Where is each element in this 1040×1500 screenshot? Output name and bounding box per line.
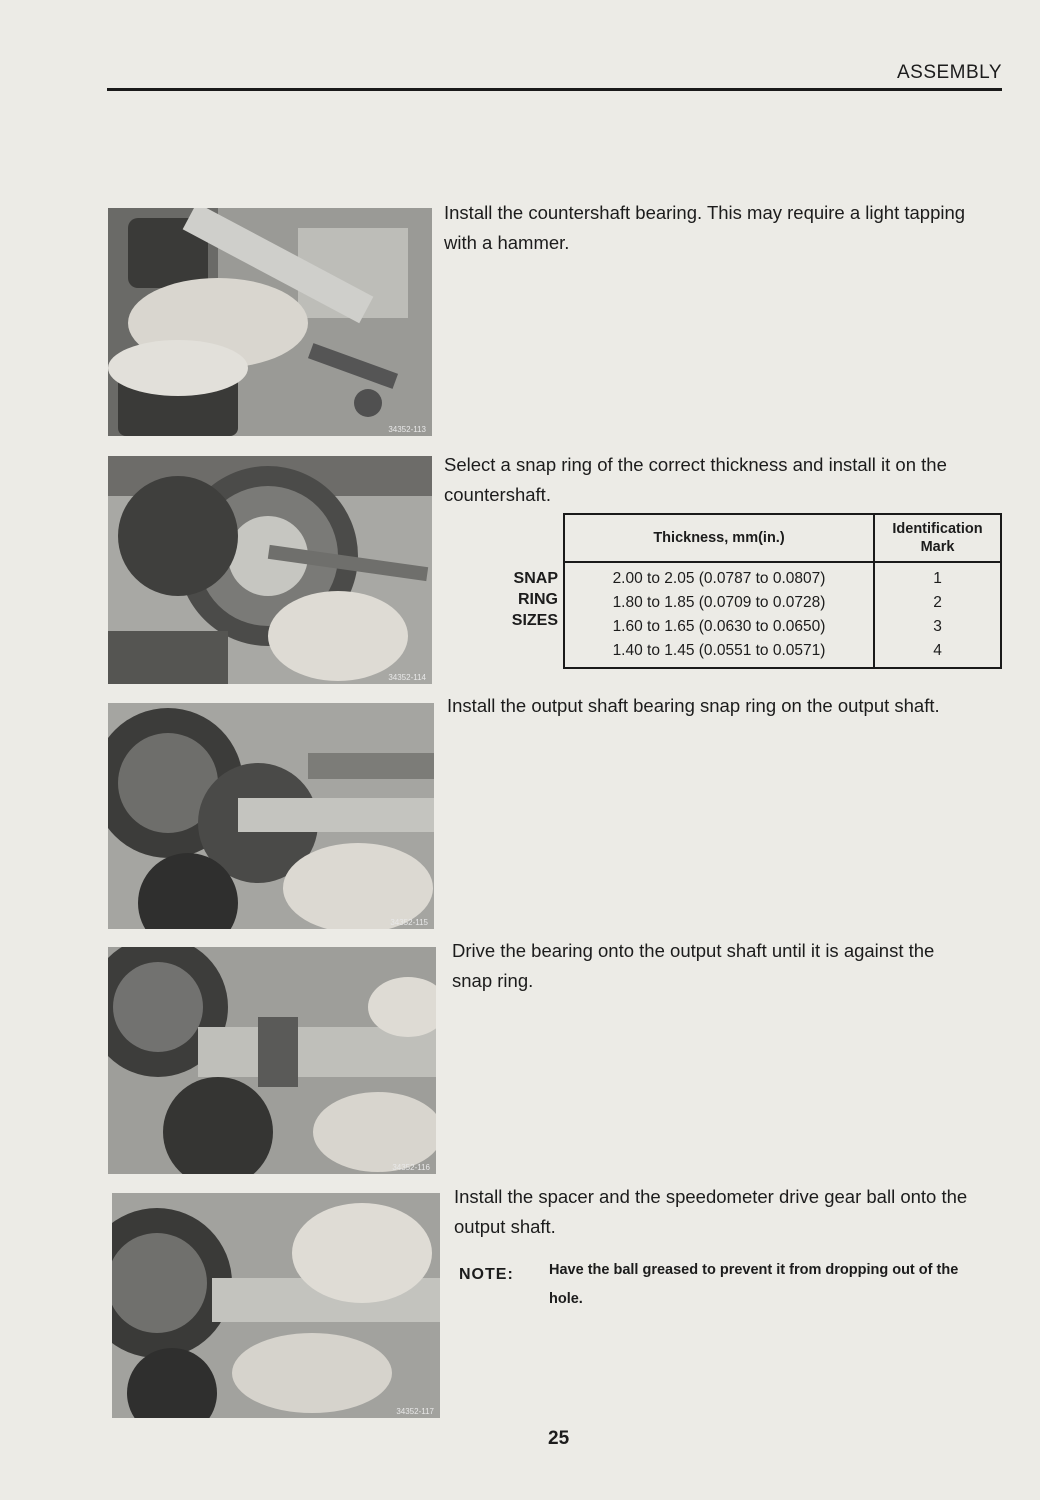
thickness-cell: 1.40 to 1.45 (0.0551 to 0.0571) xyxy=(612,642,826,659)
mark-column xyxy=(874,562,1001,668)
figure-number: 34352-115 xyxy=(390,918,428,927)
step-4-text: Drive the bearing onto the output shaft until it is against the snap ring. xyxy=(452,940,935,991)
figure-number: 34352-117 xyxy=(396,1407,434,1416)
step-3-text: Install the output shaft bearing snap ring on the output shaft. xyxy=(447,695,940,716)
figure-number: 34352-116 xyxy=(392,1163,430,1172)
note-text: Have the ball greased to prevent it from dropping out of the hole. xyxy=(549,1262,959,1307)
snap-ring-table xyxy=(563,513,1002,669)
mark-cell: 3 xyxy=(933,618,942,635)
photo-countershaft-snap-ring xyxy=(108,456,432,684)
thickness-cell: 2.00 to 2.05 (0.0787 to 0.0807) xyxy=(612,570,826,587)
thickness-cell: 1.60 to 1.65 (0.0630 to 0.0650) xyxy=(612,618,826,635)
header-thickness: Thickness, mm(in.) xyxy=(564,514,874,562)
step-5-text: Install the spacer and the speedometer drive gear ball onto the output shaft. xyxy=(454,1186,968,1237)
snap-ring-sizes-label: SNAP RING SIZES xyxy=(511,570,558,629)
thickness-cell: 1.80 to 1.85 (0.0709 to 0.0728) xyxy=(612,594,826,611)
header-rule xyxy=(107,88,1002,91)
photo-countershaft-bearing xyxy=(108,208,432,436)
figure-number: 34352-114 xyxy=(388,673,426,682)
note-label: NOTE: xyxy=(459,1266,514,1283)
page-number: 25 xyxy=(548,1428,570,1449)
step-1-text: Install the countershaft bearing. This may require a light tapping with a hammer. xyxy=(444,202,966,253)
section-header: ASSEMBLY xyxy=(896,62,1002,83)
photo-speedometer-gear-ball xyxy=(112,1193,440,1418)
mark-cell: 4 xyxy=(933,642,942,659)
mark-cell: 2 xyxy=(933,594,942,611)
thickness-column xyxy=(564,562,874,668)
step-2-text: Select a snap ring of the correct thickness and install it on the countershaft. xyxy=(444,454,947,505)
mark-cell: 1 xyxy=(933,570,942,587)
photo-output-shaft-snap-ring xyxy=(108,703,434,929)
header-identification-mark: Identification Mark xyxy=(874,514,1001,562)
figure-number: 34352-113 xyxy=(388,425,426,434)
photo-output-shaft-bearing xyxy=(108,947,436,1174)
